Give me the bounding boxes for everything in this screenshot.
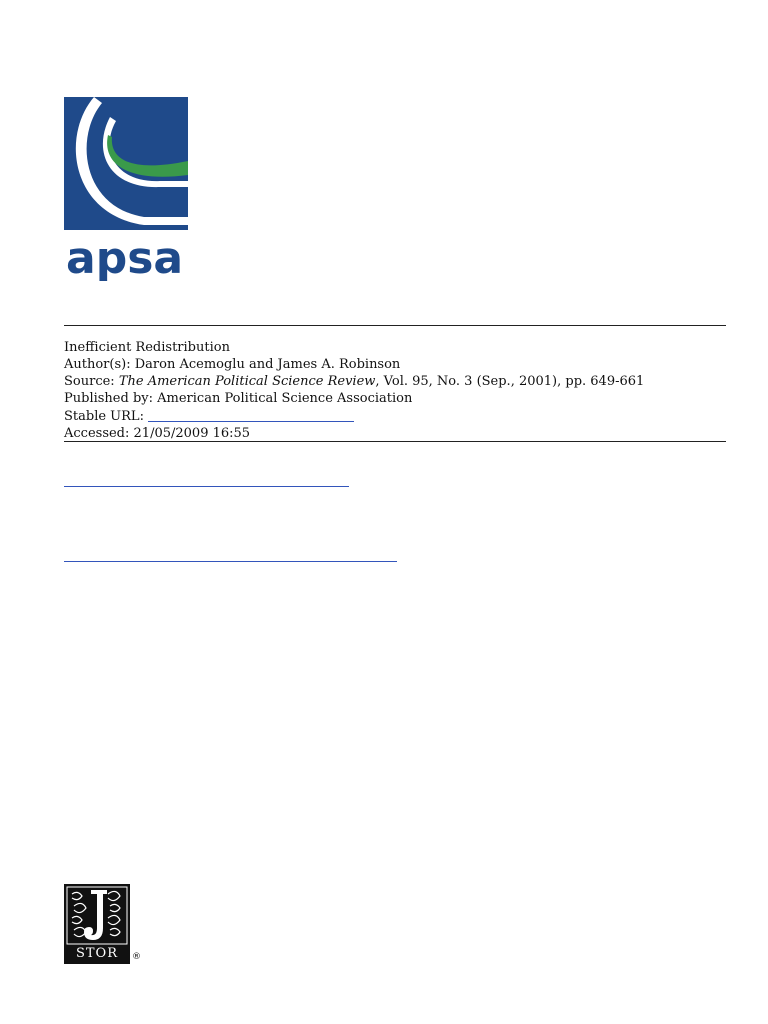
stable-url-link[interactable] <box>148 407 354 422</box>
publisher-link[interactable] <box>64 561 397 562</box>
citation-block <box>64 339 726 442</box>
accessed-line <box>64 425 726 442</box>
authors-label: Author(s): <box>64 357 131 372</box>
terms-link[interactable] <box>64 486 349 487</box>
bottom-divider <box>64 441 726 442</box>
registered-mark: ® <box>132 952 141 962</box>
authors-line <box>64 356 726 373</box>
accessed-value: 21/05/2009 16:55 <box>133 426 251 441</box>
jstor-wordmark: STOR <box>75 946 119 961</box>
authors-value: Daron Acemoglu and James A. Robinson <box>134 357 401 372</box>
accessed-label: Accessed: <box>64 426 130 441</box>
apsa-logo <box>64 97 188 281</box>
journal-name: The American Political Science Review <box>118 374 376 389</box>
publisher-value: American Political Science Association <box>157 391 413 406</box>
article-title: Inefficient Redistribution <box>64 340 230 355</box>
source-label: Source: <box>64 374 115 389</box>
apsa-wordmark: apsa <box>66 233 184 281</box>
jstor-emblem <box>64 884 130 964</box>
jstor-logo <box>64 884 144 966</box>
publisher-label: Published by: <box>64 391 153 406</box>
stable-url-label: Stable URL: <box>64 409 144 424</box>
top-divider <box>64 325 726 326</box>
stable-url-line <box>64 407 726 424</box>
source-line <box>64 373 726 390</box>
source-details: , Vol. 95, No. 3 (Sep., 2001), pp. 649-661 <box>375 374 645 389</box>
publisher-line <box>64 390 726 407</box>
